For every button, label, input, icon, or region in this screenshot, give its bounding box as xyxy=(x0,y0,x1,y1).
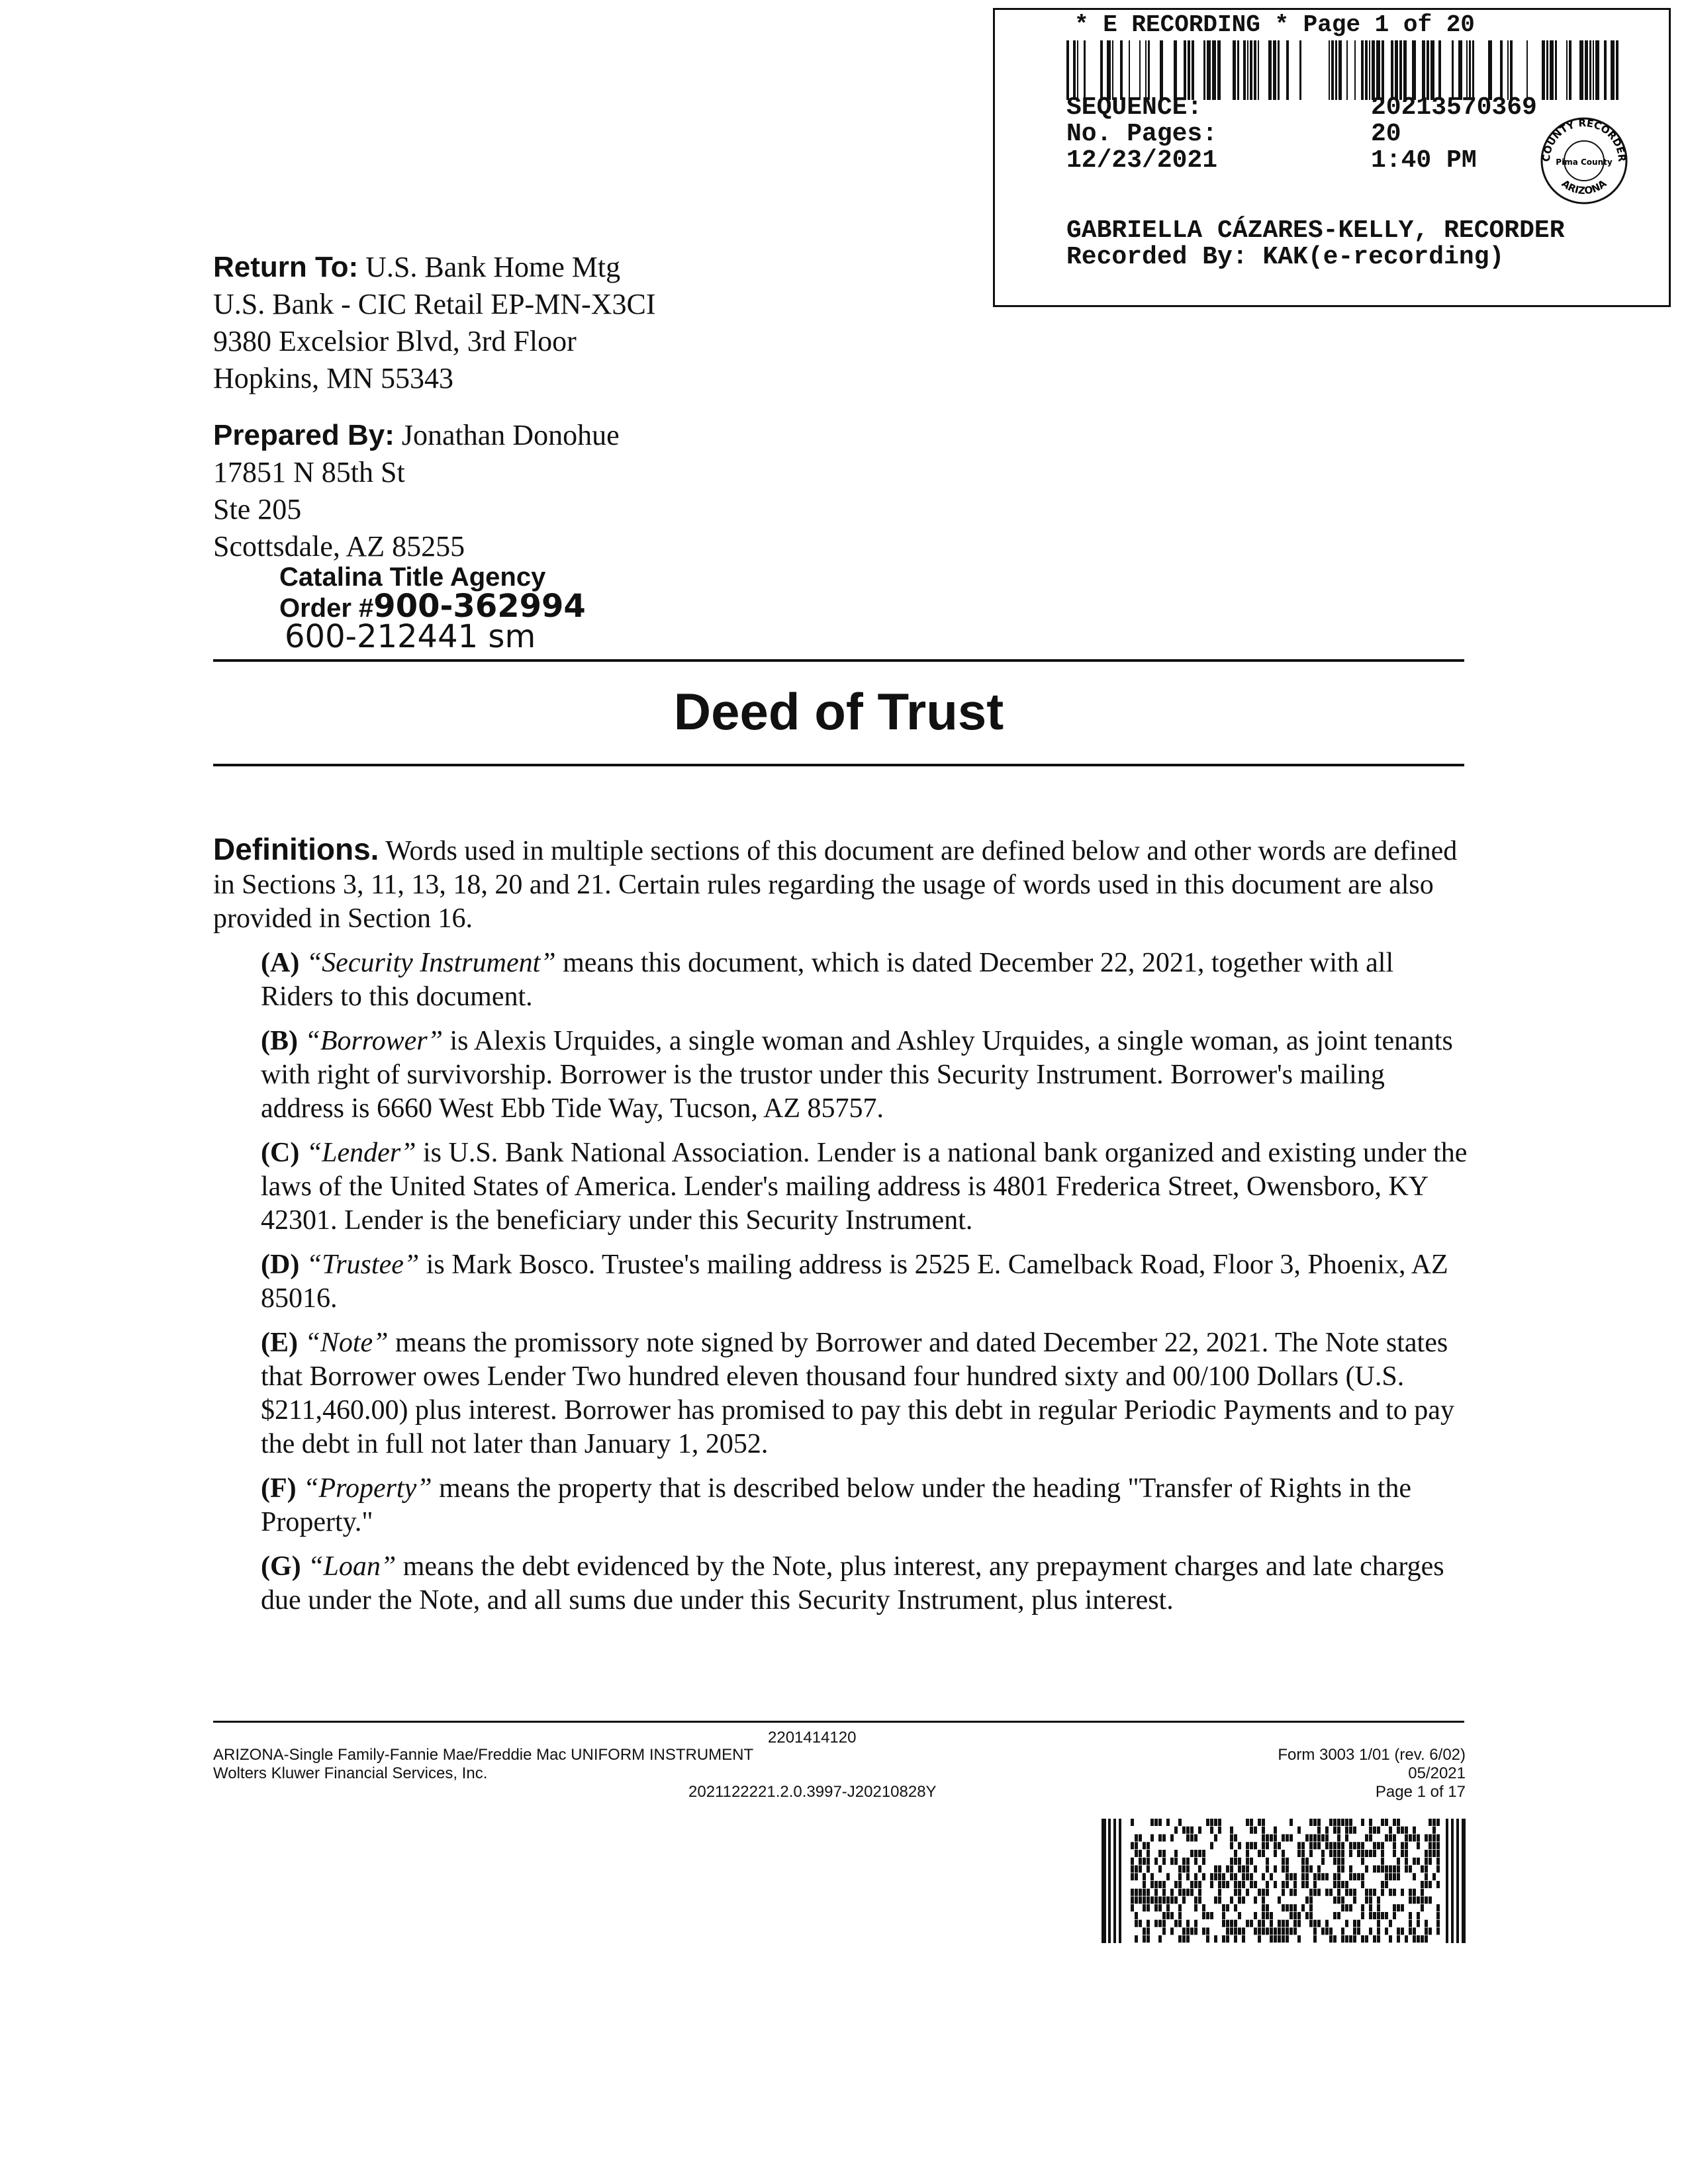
return-to-label: Return To: xyxy=(213,251,359,283)
definition-letter: (G) xyxy=(261,1551,301,1582)
definition-term: “Loan” xyxy=(308,1551,397,1582)
stamp-header: * E RECORDING * Page 1 of 20 xyxy=(1074,11,1475,38)
recording-date: 12/23/2021 xyxy=(1066,146,1218,175)
title-agency-name: Catalina Title Agency xyxy=(279,563,546,592)
definition-text: is Mark Bosco. Trustee's mailing address is 2525 E. Camelback Road, Floor 3, Phoenix, AZ 85016. xyxy=(261,1250,1448,1314)
handwritten-order-number: 900-362994 xyxy=(373,588,586,625)
prepared-by-line1: Jonathan Donohue xyxy=(401,419,620,451)
definition-term: “Note” xyxy=(305,1328,389,1358)
definition-text: is U.S. Bank National Association. Lender is a national bank organized and existing under the laws of the United States of America. Lender's mailing address is 4801 Frederica Street, Owensboro, KY 42301. Lender is the beneficiary under this Security Instrument. xyxy=(261,1138,1468,1236)
seal-text-center: Pima County xyxy=(1556,158,1613,167)
return-to-line1: U.S. Bank Home Mtg xyxy=(365,251,621,283)
definition-term: “Lender” xyxy=(306,1138,416,1168)
recording-time: 1:40 PM xyxy=(1371,146,1477,175)
definitions-intro-text: Words used in multiple sections of this document are defined below and other words are defined in Sections 3, 11, 13, 18, 20 and 21. Certain rules regarding the usage of words used in this document are also provided in Section 16. xyxy=(213,836,1458,934)
definitions-section xyxy=(213,833,1468,1617)
document-title: Deed of Trust xyxy=(673,682,1004,741)
footer-form-date: 05/2021 xyxy=(1408,1764,1466,1782)
definition-text: means the property that is described below under the heading "Transfer of Rights in the Property." xyxy=(261,1473,1412,1537)
definition-term: “Trustee” xyxy=(306,1250,420,1280)
prepared-by-line3: Ste 205 xyxy=(213,493,302,525)
definition-term: “Borrower” xyxy=(305,1026,444,1056)
return-to-line3: 9380 Excelsior Blvd, 3rd Floor xyxy=(213,325,577,357)
definitions-intro xyxy=(213,833,1468,936)
prepared-by-label: Prepared By: xyxy=(213,419,395,451)
return-to-line4: Hopkins, MN 55343 xyxy=(213,362,454,394)
definition-letter: (F) xyxy=(261,1473,297,1504)
definition-letter: (D) xyxy=(261,1250,300,1280)
prepared-by-line4: Scottsdale, AZ 85255 xyxy=(213,530,465,563)
sequence-value: 20213570369 xyxy=(1371,93,1537,122)
title-bottom-rule xyxy=(213,764,1464,766)
title-agency-stamp xyxy=(279,563,586,623)
county-recorder-seal xyxy=(1538,114,1630,207)
definition-item xyxy=(213,1024,1468,1126)
definition-term: “Property” xyxy=(303,1473,432,1504)
footer-page-number: Page 1 of 17 xyxy=(1375,1783,1466,1801)
return-to-line2: U.S. Bank - CIC Retail EP-MN-X3CI xyxy=(213,288,656,320)
recorder-name: GABRIELLA CÁZARES-KELLY, RECORDER xyxy=(1066,216,1565,245)
definition-letter: (C) xyxy=(261,1138,300,1168)
pages-label: No. Pages: xyxy=(1066,120,1218,148)
footer-doc-code: 2021122221.2.0.3997-J20210828Y xyxy=(688,1783,937,1801)
definition-text: is Alexis Urquides, a single woman and Ashley Urquides, a single woman, as joint tenants with right of survivorship. Borrower is the trustor under this Security Instrument. Borrower's mailing address is 6660 West Ebb Tide Way, Tucson, AZ 85757. xyxy=(261,1026,1453,1124)
definitions-heading: Definitions. xyxy=(213,832,379,866)
svg-text:COUNTY RECORDER xyxy=(1540,117,1628,163)
definition-letter: (E) xyxy=(261,1328,298,1358)
definition-letter: (B) xyxy=(261,1026,298,1056)
recorded-by: Recorded By: KAK(e-recording) xyxy=(1066,243,1505,271)
definition-item xyxy=(213,1550,1468,1617)
definition-text: means the promissory note signed by Borrower and dated December 22, 2021. The Note states that Borrower owes Lender Two hundred eleven thousand four hundred sixty and 00/100 Dollars (U.S. $211,460.00) plus interest. Borrower has promised to pay this debt in regular Periodic Payments and to pay the debt in full not later than January 1, 2052. xyxy=(261,1328,1454,1459)
footer-rule xyxy=(213,1721,1464,1723)
footer-form-number: Form 3003 1/01 (rev. 6/02) xyxy=(1278,1746,1466,1764)
order-number-label: Order # xyxy=(279,594,374,623)
seal-text-bottom: ARIZONA xyxy=(1559,177,1609,197)
definition-text: means the debt evidenced by the Note, plus interest, any prepayment charges and late charges due under the Note, and all sums due under this Security Instrument, plus interest. xyxy=(261,1551,1444,1615)
pdf417-barcode xyxy=(1102,1819,1466,1943)
footer-publisher: Wolters Kluwer Financial Services, Inc. xyxy=(213,1764,488,1782)
definition-item xyxy=(213,1136,1468,1238)
footer-loan-number: 2201414120 xyxy=(768,1729,857,1747)
return-to-block xyxy=(213,249,656,397)
definition-term: “Security Instrument” xyxy=(306,948,556,978)
definition-item xyxy=(213,1326,1468,1461)
recording-stamp xyxy=(993,8,1671,307)
pages-value: 20 xyxy=(1371,120,1401,148)
footer-form-name: ARIZONA-Single Family-Fannie Mae/Freddie Mac UNIFORM INSTRUMENT xyxy=(213,1746,754,1764)
definition-item xyxy=(213,1472,1468,1539)
handwritten-file-number: 600-212441 sm xyxy=(285,618,536,655)
recording-barcode xyxy=(1066,40,1622,100)
title-top-rule xyxy=(213,659,1464,662)
definition-letter: (A) xyxy=(261,948,300,978)
definition-item xyxy=(213,1248,1468,1316)
prepared-by-line2: 17851 N 85th St xyxy=(213,456,405,488)
definition-text: means this document, which is dated December 22, 2021, together with all Riders to this document. xyxy=(261,948,1394,1012)
definition-item xyxy=(213,946,1468,1014)
prepared-by-block xyxy=(213,417,620,565)
sequence-label: SEQUENCE: xyxy=(1066,93,1203,122)
seal-text-top: COUNTY RECORDER xyxy=(1540,116,1628,162)
